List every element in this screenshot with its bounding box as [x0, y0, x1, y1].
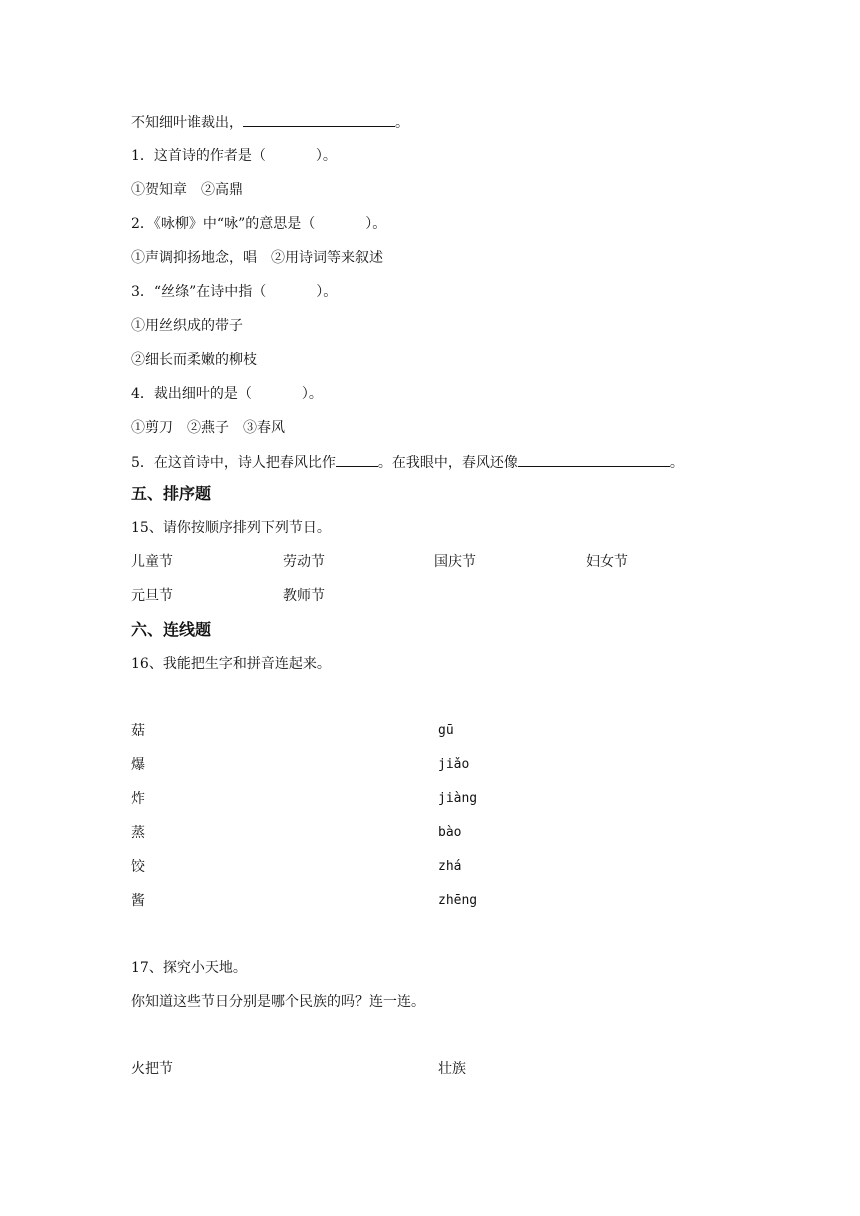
festival-item: 妇女节: [586, 554, 628, 570]
pinyin-item[interactable]: gū: [438, 723, 454, 738]
character-item[interactable]: 爆: [131, 757, 145, 773]
question-4-text: 4．裁出细叶的是（: [131, 386, 252, 402]
question-5-text-c: 。: [669, 455, 684, 471]
pinyin-item[interactable]: jiàng: [438, 791, 478, 806]
question-17-prompt: 你知道这些节日分别是哪个民族的吗？连一连。: [131, 994, 425, 1010]
question-3-text: 3．“丝绦”在诗中指（: [131, 284, 267, 300]
question-16-prompt: 16、我能把生字和拼音连起来。: [131, 656, 331, 672]
pinyin-item[interactable]: jiǎo: [438, 757, 470, 772]
question-15-prompt: 15、请你按顺序排列下列节日。: [131, 520, 331, 536]
question-4-end: ）。: [301, 386, 323, 402]
festival-item: 教师节: [283, 588, 325, 604]
question-2-text: 2．《咏柳》中“咏”的意思是（: [131, 216, 316, 232]
ethnic-group-item[interactable]: 壮族: [438, 1061, 466, 1077]
answer-blank[interactable]: [336, 452, 378, 467]
character-item[interactable]: 菇: [131, 723, 145, 739]
answer-blank[interactable]: [518, 452, 670, 467]
question-4: [131, 384, 323, 404]
festival-match-item[interactable]: 火把节: [131, 1061, 173, 1077]
question-3-end: ）。: [316, 284, 338, 300]
question-3: [131, 282, 337, 302]
question-2-end: ）。: [365, 216, 387, 232]
poem-line-end: 。: [395, 115, 409, 131]
question-5-text-a: 5．在这首诗中，诗人把春风比作: [131, 455, 336, 471]
question-5-text-b: 。在我眼中，春风还像: [377, 455, 518, 471]
poem-line-text: 不知细叶谁裁出，: [131, 115, 243, 131]
pinyin-item[interactable]: bào: [438, 825, 462, 840]
festival-item: 元旦节: [131, 588, 173, 604]
question-2-options: ①声调抑扬地念，唱 ②用诗词等来叙述: [131, 250, 383, 266]
question-3-option-1: ①用丝织成的带子: [131, 318, 243, 334]
festival-item: 国庆节: [434, 554, 476, 570]
section-5-title: 五、排序题: [131, 484, 212, 503]
festival-item: 儿童节: [131, 554, 173, 570]
question-1-end: ）。: [315, 148, 337, 164]
question-1: [131, 146, 337, 166]
character-item[interactable]: 饺: [131, 859, 145, 875]
pinyin-item[interactable]: zhá: [438, 859, 462, 874]
question-1-text: 1．这首诗的作者是（: [131, 148, 266, 164]
character-item[interactable]: 炸: [131, 791, 145, 807]
festival-item: 劳动节: [283, 554, 325, 570]
question-17-title: 17、探究小天地。: [131, 960, 247, 976]
section-6-title: 六、连线题: [131, 620, 212, 639]
character-item[interactable]: 酱: [131, 893, 145, 909]
question-2: [131, 214, 386, 234]
question-4-options: ①剪刀 ②燕子 ③春风: [131, 420, 285, 436]
poem-line: [131, 112, 409, 133]
question-1-options: ①贺知章 ②高鼎: [131, 182, 243, 198]
question-3-option-2: ②细长而柔嫩的柳枝: [131, 352, 257, 368]
pinyin-item[interactable]: zhēng: [438, 893, 478, 908]
question-5: [131, 452, 684, 473]
character-item[interactable]: 蒸: [131, 825, 145, 841]
answer-blank[interactable]: [243, 112, 395, 127]
